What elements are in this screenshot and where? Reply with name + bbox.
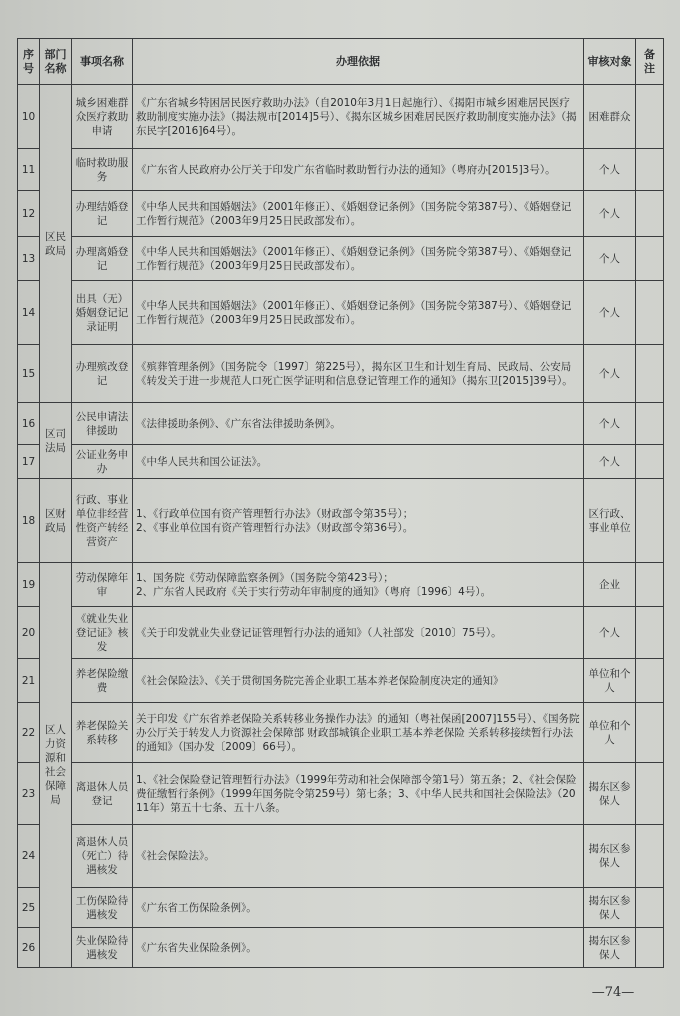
row-item: 劳动保障年审 — [72, 563, 133, 607]
row-basis: 《中华人民共和国婚姻法》（2001年修正）、《婚姻登记条例》（国务院令第387号）、《婚姻登记工作暂行规范》（2003年9月25日民政部发布）。 — [133, 191, 584, 237]
row-basis: 《广东省失业保险条例》。 — [133, 928, 584, 968]
row-item: 工伤保险待遇核发 — [72, 888, 133, 928]
row-item: 养老保险缴费 — [72, 659, 133, 703]
row-basis: 《中华人民共和国公证法》。 — [133, 445, 584, 479]
row-target: 个人 — [584, 237, 636, 281]
table-row — [18, 403, 664, 445]
row-item: 养老保险关系转移 — [72, 703, 133, 763]
row-item: 《就业失业登记证》核发 — [72, 607, 133, 659]
header-note: 备注 — [636, 39, 664, 85]
row-item: 临时救助服务 — [72, 149, 133, 191]
row-basis: 关于印发《广东省养老保险关系转移业务操作办法》的通知（粤社保函[2007]155号）、《国务院办公厅关于转发人力资源社会保障部 财政部城镇企业职工基本养老保险 关系转移接续暂行办法的通知》（国办发〔2009〕66号）。 — [133, 703, 584, 763]
row-num: 19 — [18, 563, 40, 607]
header-item: 事项名称 — [72, 39, 133, 85]
row-basis: 《社会保险法》、《关于贯彻国务院完善企业职工基本养老保险制度决定的通知》 — [133, 659, 584, 703]
basis-line: 2、广东省人民政府《关于实行劳动年审制度的通知》（粤府〔1996〕4号）。 — [136, 585, 492, 598]
table-row — [18, 703, 664, 763]
table-row — [18, 888, 664, 928]
row-note — [636, 445, 664, 479]
row-item: 离退休人员登记 — [72, 763, 133, 825]
table-row — [18, 563, 664, 607]
row-item: 办理结婚登记 — [72, 191, 133, 237]
row-num: 13 — [18, 237, 40, 281]
row-num: 22 — [18, 703, 40, 763]
row-note — [636, 345, 664, 403]
table-row — [18, 763, 664, 825]
row-note — [636, 825, 664, 888]
header-dept: 部门名称 — [40, 39, 72, 85]
header-row — [18, 39, 664, 85]
row-basis: 《广东省城乡特困居民医疗救助办法》（自2010年3月1日起施行）、《揭阳市城乡困难居民医疗救助制度实施办法》（揭法规市[2014]5号）、《揭东区城乡困难居民医疗救助制度实施办法》（揭东民字[2016]64号）。 — [133, 85, 584, 149]
row-basis: 《广东省工伤保险条例》。 — [133, 888, 584, 928]
row-num: 17 — [18, 445, 40, 479]
basis-line: 1、国务院《劳动保障监察条例》（国务院令第423号）； — [136, 571, 394, 584]
row-basis: 《中华人民共和国婚姻法》（2001年修正）、《婚姻登记条例》（国务院令第387号）、《婚姻登记工作暂行规范》（2003年9月25日民政部发布）。 — [133, 281, 584, 345]
table-row — [18, 659, 664, 703]
row-note — [636, 149, 664, 191]
row-num: 23 — [18, 763, 40, 825]
row-target: 揭东区参保人 — [584, 928, 636, 968]
row-item: 失业保险待遇核发 — [72, 928, 133, 968]
row-item: 城乡困难群众医疗救助申请 — [72, 85, 133, 149]
row-num: 15 — [18, 345, 40, 403]
row-num: 14 — [18, 281, 40, 345]
row-basis: 《广东省人民政府办公厅关于印发广东省临时救助暂行办法的通知》（粤府办[2015]3号）。 — [133, 149, 584, 191]
row-target: 个人 — [584, 445, 636, 479]
table-row — [18, 607, 664, 659]
table-row — [18, 445, 664, 479]
table-row — [18, 85, 664, 149]
row-note — [636, 928, 664, 968]
row-note — [636, 659, 664, 703]
row-target: 区行政、事业单位 — [584, 479, 636, 563]
row-item: 办理离婚登记 — [72, 237, 133, 281]
row-num: 24 — [18, 825, 40, 888]
table-row — [18, 281, 664, 345]
row-num: 16 — [18, 403, 40, 445]
table-row — [18, 479, 664, 563]
row-basis: 《法律援助条例》、《广东省法律援助条例》。 — [133, 403, 584, 445]
row-target: 揭东区参保人 — [584, 888, 636, 928]
row-target: 困难群众 — [584, 85, 636, 149]
row-note — [636, 888, 664, 928]
page-number: —74— — [591, 985, 635, 1000]
row-note — [636, 237, 664, 281]
row-num: 18 — [18, 479, 40, 563]
row-num: 11 — [18, 149, 40, 191]
row-target: 个人 — [584, 607, 636, 659]
row-item: 行政、事业单位非经营性资产转经营资产 — [72, 479, 133, 563]
table-row — [18, 149, 664, 191]
row-note — [636, 85, 664, 149]
header-num: 序号 — [18, 39, 40, 85]
row-note — [636, 763, 664, 825]
row-target: 揭东区参保人 — [584, 763, 636, 825]
row-num: 26 — [18, 928, 40, 968]
service-items-table — [17, 38, 664, 968]
row-note — [636, 607, 664, 659]
row-target: 单位和个人 — [584, 703, 636, 763]
row-basis: 《中华人民共和国婚姻法》（2001年修正）、《婚姻登记条例》（国务院令第387号）、《婚姻登记工作暂行规范》（2003年9月25日民政部发布）。 — [133, 237, 584, 281]
table-row — [18, 191, 664, 237]
row-target: 揭东区参保人 — [584, 825, 636, 888]
row-num: 10 — [18, 85, 40, 149]
row-target: 个人 — [584, 281, 636, 345]
row-target: 个人 — [584, 345, 636, 403]
row-note — [636, 479, 664, 563]
header-target: 审核对象 — [584, 39, 636, 85]
row-basis — [133, 479, 584, 563]
row-basis: 《关于印发就业失业登记证管理暂行办法的通知》（人社部发〔2010〕75号）。 — [133, 607, 584, 659]
row-basis: 1、《社会保险登记管理暂行办法》（1999年劳动和社会保障部令第1号）第五条；2、《社会保险费征缴暂行条例》（1999年国务院令第259号）第七条；3、《中华人民共和国社会保险法》（2011年）第五十七条、五十八条。 — [133, 763, 584, 825]
row-target: 单位和个人 — [584, 659, 636, 703]
dept-justice: 区司法局 — [40, 403, 72, 479]
basis-line: 1、《行政单位国有资产管理暂行办法》（财政部令第35号）； — [136, 507, 414, 520]
row-item: 离退休人员（死亡）待遇核发 — [72, 825, 133, 888]
dept-hr: 区人力资源和社会保障局 — [40, 563, 72, 968]
row-target: 个人 — [584, 149, 636, 191]
dept-civil: 区民政局 — [40, 85, 72, 403]
row-item: 公证业务申办 — [72, 445, 133, 479]
table-row — [18, 345, 664, 403]
table-row — [18, 825, 664, 888]
row-num: 20 — [18, 607, 40, 659]
row-target: 个人 — [584, 191, 636, 237]
row-item: 办理殡改登记 — [72, 345, 133, 403]
row-basis — [133, 563, 584, 607]
row-note — [636, 403, 664, 445]
row-target: 企业 — [584, 563, 636, 607]
row-item: 出具（无）婚姻登记记录证明 — [72, 281, 133, 345]
row-note — [636, 281, 664, 345]
row-note — [636, 191, 664, 237]
row-target: 个人 — [584, 403, 636, 445]
row-num: 21 — [18, 659, 40, 703]
table-row — [18, 237, 664, 281]
row-basis: 《殡葬管理条例》（国务院令〔1997〕第225号），揭东区卫生和计划生育局、民政局、公安局《转发关于进一步规范人口死亡医学证明和信息登记管理工作的通知》（揭东卫[2015]39号）。 — [133, 345, 584, 403]
row-num: 25 — [18, 888, 40, 928]
header-basis: 办理依据 — [133, 39, 584, 85]
dept-finance: 区财政局 — [40, 479, 72, 563]
table-row — [18, 928, 664, 968]
row-basis: 《社会保险法》。 — [133, 825, 584, 888]
row-note — [636, 703, 664, 763]
basis-line: 2、《事业单位国有资产管理暂行办法》（财政部令第36号）。 — [136, 521, 414, 534]
row-num: 12 — [18, 191, 40, 237]
row-note — [636, 563, 664, 607]
row-item: 公民申请法律援助 — [72, 403, 133, 445]
